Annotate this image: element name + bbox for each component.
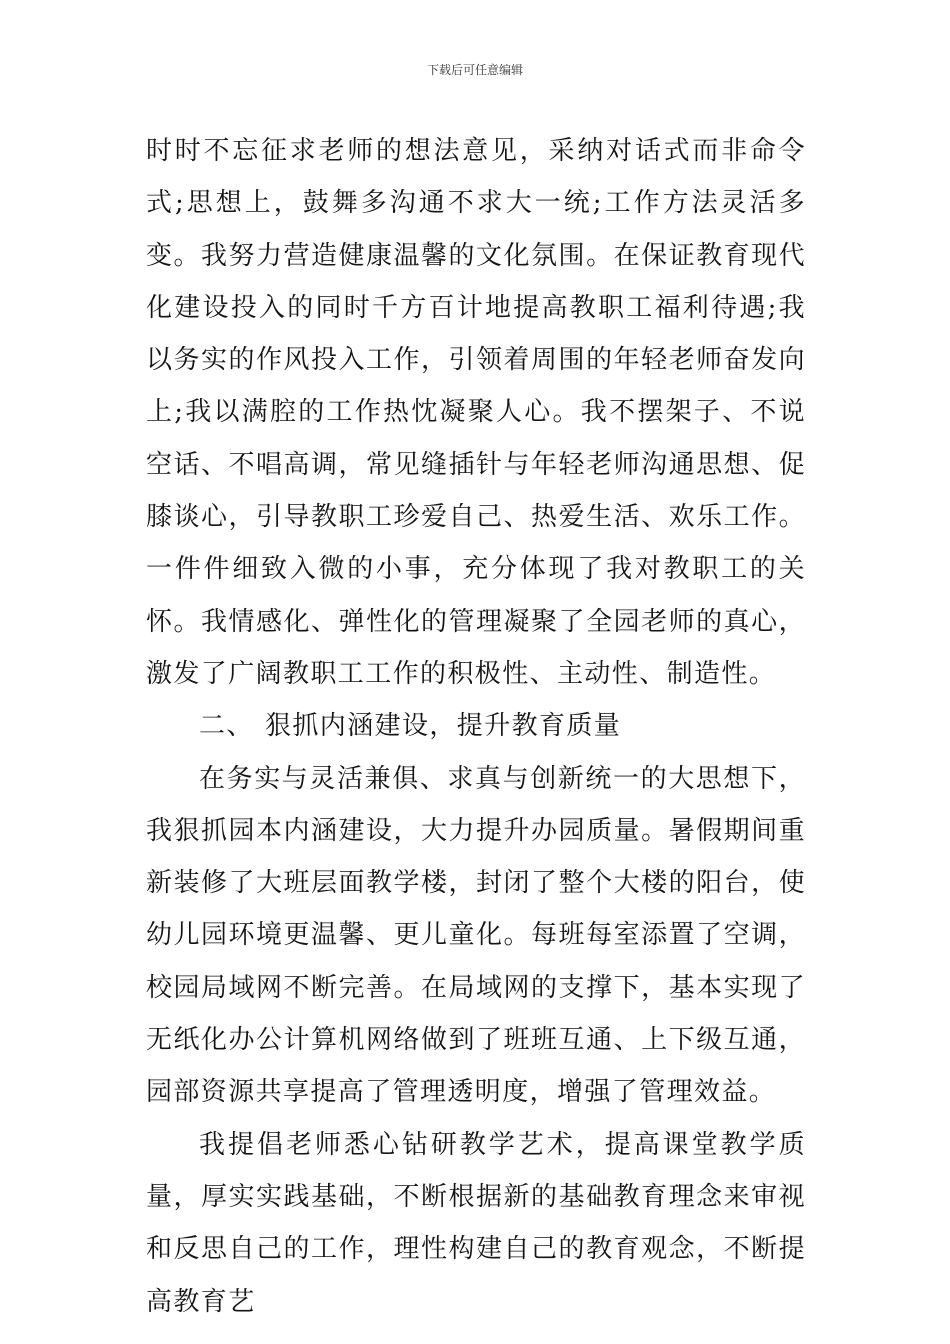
section-heading-title: 狠抓内涵建设，提升教育质量 xyxy=(265,711,622,742)
document-body xyxy=(146,125,806,1328)
paragraph-2: 在务实与灵活兼俱、求真与创新统一的大思想下，我狠抓园本内涵建设，大力提升办园质量。暑假期间重新装修了大班层面教学楼，封闭了整个大楼的阳台，使幼儿园环境更温馨、更儿童化。每班每室添置了空调，校园局域网不断完善。在局域网的支撑下，基本实现了无纸化办公计算机网络做到了班班互通、上下级互通，园部资源共享提高了管理透明度，增强了管理效益。 xyxy=(146,763,806,1108)
header-note: 下载后可任意编辑 xyxy=(426,63,523,77)
section-heading xyxy=(146,700,806,752)
section-heading-number: 二、 xyxy=(199,711,254,742)
paragraph-3: 我提倡老师悉心钻研教学艺术，提高课堂教学质量，厚实实践基础，不断根据新的基础教育理念来审视和反思自己的工作，理性构建自己的教育观念，不断提高教育艺 xyxy=(146,1129,806,1317)
paragraph-1: 时时不忘征求老师的想法意见，采纳对话式而非命令式;思想上，鼓舞多沟通不求大一统;工作方法灵活多变。我努力营造健康温馨的文化氛围。在保证教育现代化建设投入的同时千方百计地提高教职工福利待遇;我以务实的作风投入工作，引领着周围的年轻老师奋发向上;我以满腔的工作热忱凝聚人心。我不摆架子、不说空话、不唱高调，常见缝插针与年轻老师沟通思想、促膝谈心，引导教职工珍爱自己、热爱生活、欢乐工作。一件件细致入微的小事，充分体现了我对教职工的关怀。我情感化、弹性化的管理凝聚了全园老师的真心，激发了广阔教职工工作的积极性、主动性、制造性。 xyxy=(146,136,806,689)
